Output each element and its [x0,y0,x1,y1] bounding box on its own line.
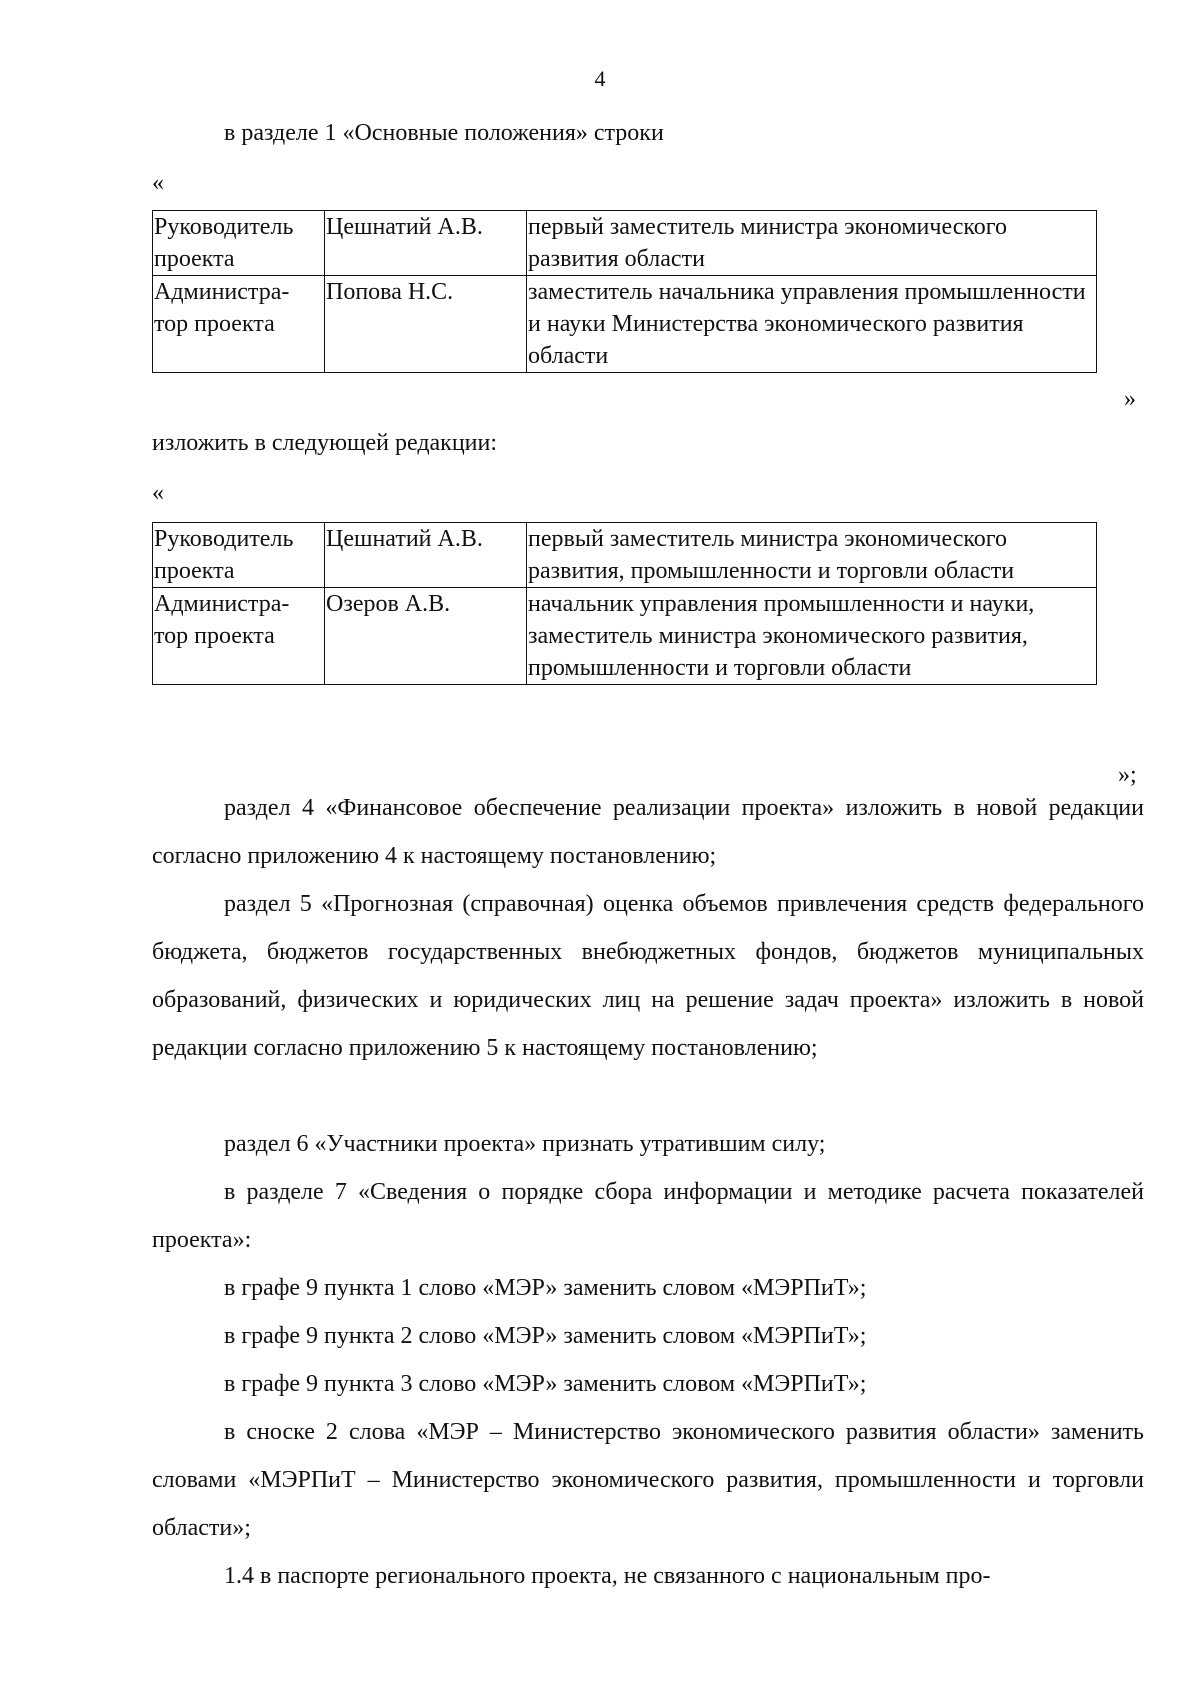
paragraph: в графе 9 пункта 3 слово «МЭР» заменить словом «МЭРПиТ»; [224,1371,867,1397]
name-cell: Попова Н.С. [325,276,527,373]
close-quote: » [1124,386,1136,412]
replace-line: изложить в следующей редакции: [152,430,498,456]
paragraph: раздел 6 «Участники проекта» признать утратившим силу; [224,1131,826,1157]
page-number: 4 [594,66,606,91]
paragraph: 1.4 в паспорте регионального проекта, не связанного с национальным про- [224,1563,991,1589]
open-quote: « [152,170,164,196]
name-cell: Цешнатий А.В. [325,523,527,588]
table-old-edition [152,210,1097,373]
role-cell: Администра-тор проекта [153,276,325,373]
open-quote: « [152,480,164,506]
position-cell: заместитель начальника управления промышленности и науки Министерства экономического развития области [527,276,1097,373]
paragraph: раздел 4 «Финансовое обеспечение реализации проекта» изложить в новой редакции согласно приложению 4 к настоящему постановлению; [152,795,1144,869]
table-row [153,276,1097,373]
table-row [153,211,1097,276]
role-cell: Руководитель проекта [153,523,325,588]
paragraph: в сноске 2 слова «МЭР – Министерство экономического развития области» заменить словами «МЭРПиТ – Министерство экономического развития, промышленности и торговли области»; [152,1419,1144,1541]
table-row [153,588,1097,685]
table-new-edition [152,522,1097,685]
role-cell: Администра-тор проекта [153,588,325,685]
position-cell: первый заместитель министра экономического развития области [527,211,1097,276]
name-cell: Цешнатий А.В. [325,211,527,276]
paragraph: в графе 9 пункта 2 слово «МЭР» заменить словом «МЭРПиТ»; [224,1323,867,1349]
table-row [153,523,1097,588]
name-cell: Озеров А.В. [325,588,527,685]
role-cell: Руководитель проекта [153,211,325,276]
paragraph: раздел 5 «Прогнозная (справочная) оценка объемов привлечения средств федерального бюджета, бюджетов государственных внебюджетных фондов, бюджетов муниципальных образований, физических и юридических лиц на решение задач проекта» изложить в новой редакции согласно приложению 5 к настоящему постановлению; [152,891,1144,1061]
paragraph: в графе 9 пункта 1 слово «МЭР» заменить словом «МЭРПиТ»; [224,1275,867,1301]
close-quote: »; [1118,762,1137,788]
position-cell: начальник управления промышленности и науки, заместитель министра экономического развития, промышленности и торговли области [527,588,1097,685]
intro-line: в разделе 1 «Основные положения» строки [224,120,664,146]
position-cell: первый заместитель министра экономического развития, промышленности и торговли области [527,523,1097,588]
paragraph: в разделе 7 «Сведения о порядке сбора информации и методике расчета показателей проекта»: [152,1179,1144,1253]
